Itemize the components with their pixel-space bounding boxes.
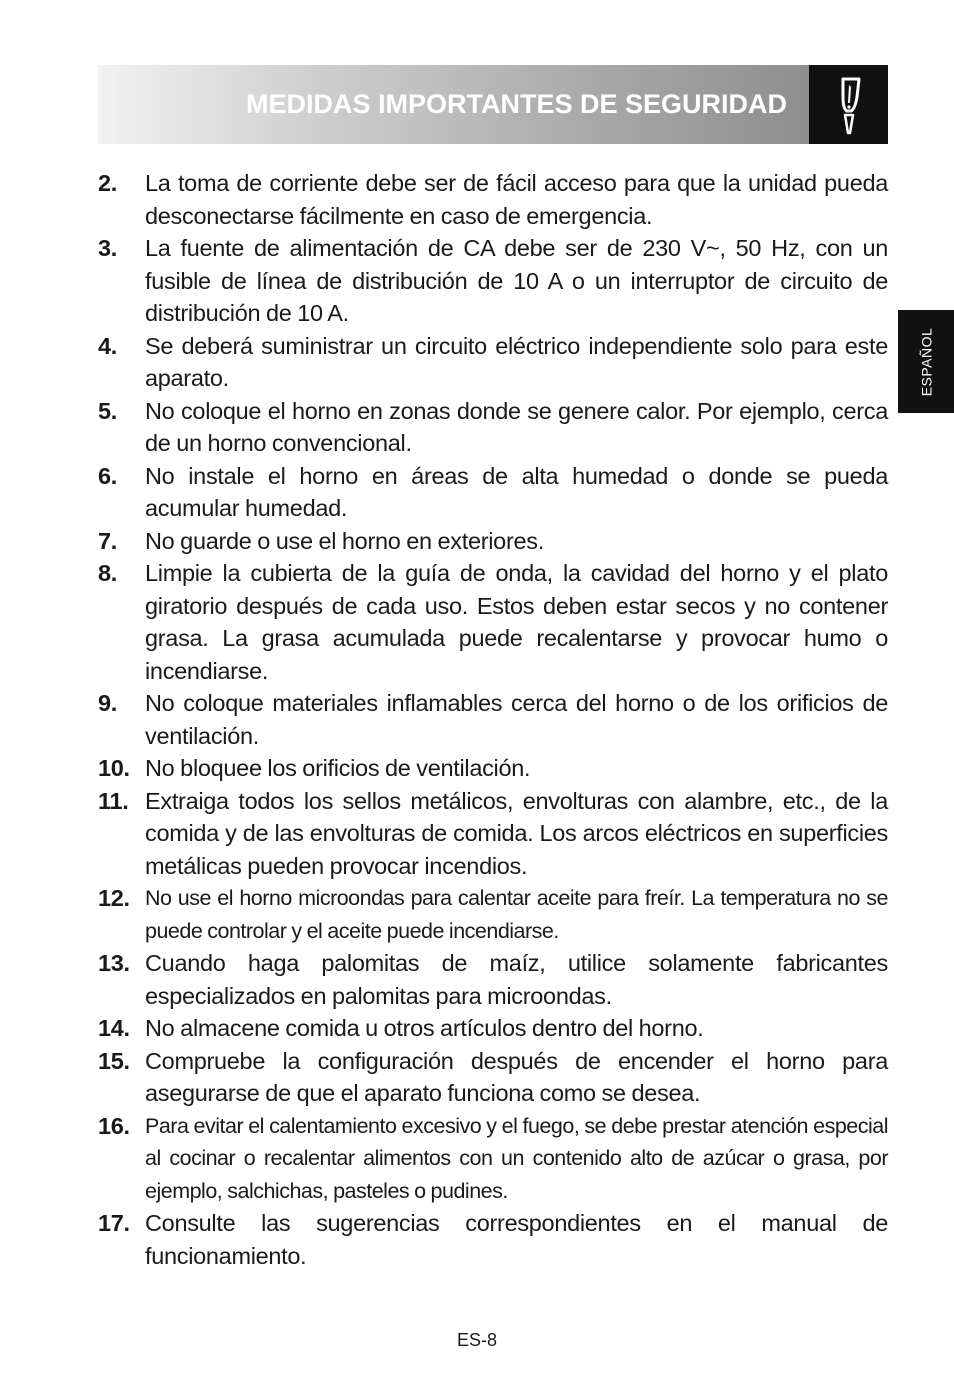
item-text: Para evitar el calentamiento excesivo y el fuego, se debe prestar atención especial al cocinar o recalentar alimentos con un contenido alto de azúcar o grasa, por ejemplo, salchichas, pasteles o pudines. xyxy=(145,1113,888,1203)
item-number: 8. xyxy=(98,560,117,586)
language-tab xyxy=(898,310,954,413)
item-number: 13. xyxy=(98,950,130,976)
item-text: No use el horno microondas para calentar aceite para freír. La temperatura no se puede controlar y el aceite puede incendiarse. xyxy=(145,886,888,943)
list-item xyxy=(98,232,888,330)
list-item xyxy=(98,882,888,947)
item-text: Cuando haga palomitas de maíz, utilice solamente fabricantes especializados en palomitas para microondas. xyxy=(145,950,888,1009)
section-header xyxy=(98,65,809,144)
item-text: Consulte las sugerencias correspondientes en el manual de funcionamiento. xyxy=(145,1210,888,1269)
language-tab-label: ESPAÑOL xyxy=(918,327,935,396)
item-text: La fuente de alimentación de CA debe ser de 230 V~, 50 Hz, con un fusible de línea de distribución de 10 A o un interruptor de circuito de distribución de 10 A. xyxy=(145,235,888,326)
list-item xyxy=(98,785,888,883)
list-item xyxy=(98,1012,888,1045)
item-number: 16. xyxy=(98,1112,130,1139)
list-item xyxy=(98,947,888,1012)
list-item xyxy=(98,330,888,395)
item-text: Se deberá suministrar un circuito eléctrico independiente solo para este aparato. xyxy=(145,332,888,391)
list-item xyxy=(98,687,888,752)
item-number: 6. xyxy=(98,462,117,489)
page-number: ES-8 xyxy=(456,1330,498,1350)
item-text: No coloque materiales inflamables cerca del horno o de los orificios de ventilación. xyxy=(145,690,888,749)
list-item xyxy=(98,167,888,232)
item-number: 9. xyxy=(98,690,117,716)
list-item xyxy=(98,557,888,687)
warning-exclamation-icon xyxy=(829,75,869,135)
item-text: La toma de corriente debe ser de fácil acceso para que la unidad pueda desconectarse fácilmente en caso de emergencia. xyxy=(145,170,888,229)
item-number: 5. xyxy=(98,397,117,424)
list-item xyxy=(98,752,888,785)
warning-icon-box xyxy=(809,65,888,144)
item-text: No instale el horno en áreas de alta humedad o donde se pueda acumular humedad. xyxy=(145,462,888,521)
safety-instructions-list xyxy=(98,167,888,1272)
item-number: 4. xyxy=(98,332,117,359)
list-item xyxy=(98,1110,888,1208)
item-number: 17. xyxy=(98,1210,130,1236)
item-number: 12. xyxy=(98,885,130,911)
list-item xyxy=(98,460,888,525)
list-item xyxy=(98,395,888,460)
item-number: 11. xyxy=(98,787,129,814)
item-text: No almacene comida u otros artículos dentro del horno. xyxy=(145,1015,704,1041)
item-number: 15. xyxy=(98,1047,130,1074)
item-number: 10. xyxy=(98,755,130,781)
section-title: MEDIDAS IMPORTANTES DE SEGURIDAD xyxy=(245,89,787,119)
item-text: No coloque el horno en zonas donde se genere calor. Por ejemplo, cerca de un horno convencional. xyxy=(145,397,888,456)
item-text: Compruebe la configuración después de encender el horno para asegurarse de que el aparato funciona como se desea. xyxy=(145,1047,888,1106)
item-number: 14. xyxy=(98,1015,130,1041)
item-text: No guarde o use el horno en exteriores. xyxy=(145,527,544,554)
list-item xyxy=(98,1045,888,1110)
item-number: 2. xyxy=(98,170,117,196)
item-text: Extraiga todos los sellos metálicos, envolturas con alambre, etc., de la comida y de las envolturas de comida. Los arcos eléctricos en superficies metálicas pueden provocar incendios. xyxy=(145,787,888,879)
item-number: 3. xyxy=(98,235,117,261)
list-item xyxy=(98,525,888,558)
item-text: Limpie la cubierta de la guía de onda, la cavidad del horno y el plato giratorio después de cada uso. Estos deben estar secos y no contener grasa. La grasa acumulada puede recalentarse y provocar humo o incendiarse. xyxy=(145,560,888,684)
item-text: No bloquee los orificios de ventilación. xyxy=(145,755,531,781)
list-item xyxy=(98,1207,888,1272)
item-number: 7. xyxy=(98,527,117,554)
